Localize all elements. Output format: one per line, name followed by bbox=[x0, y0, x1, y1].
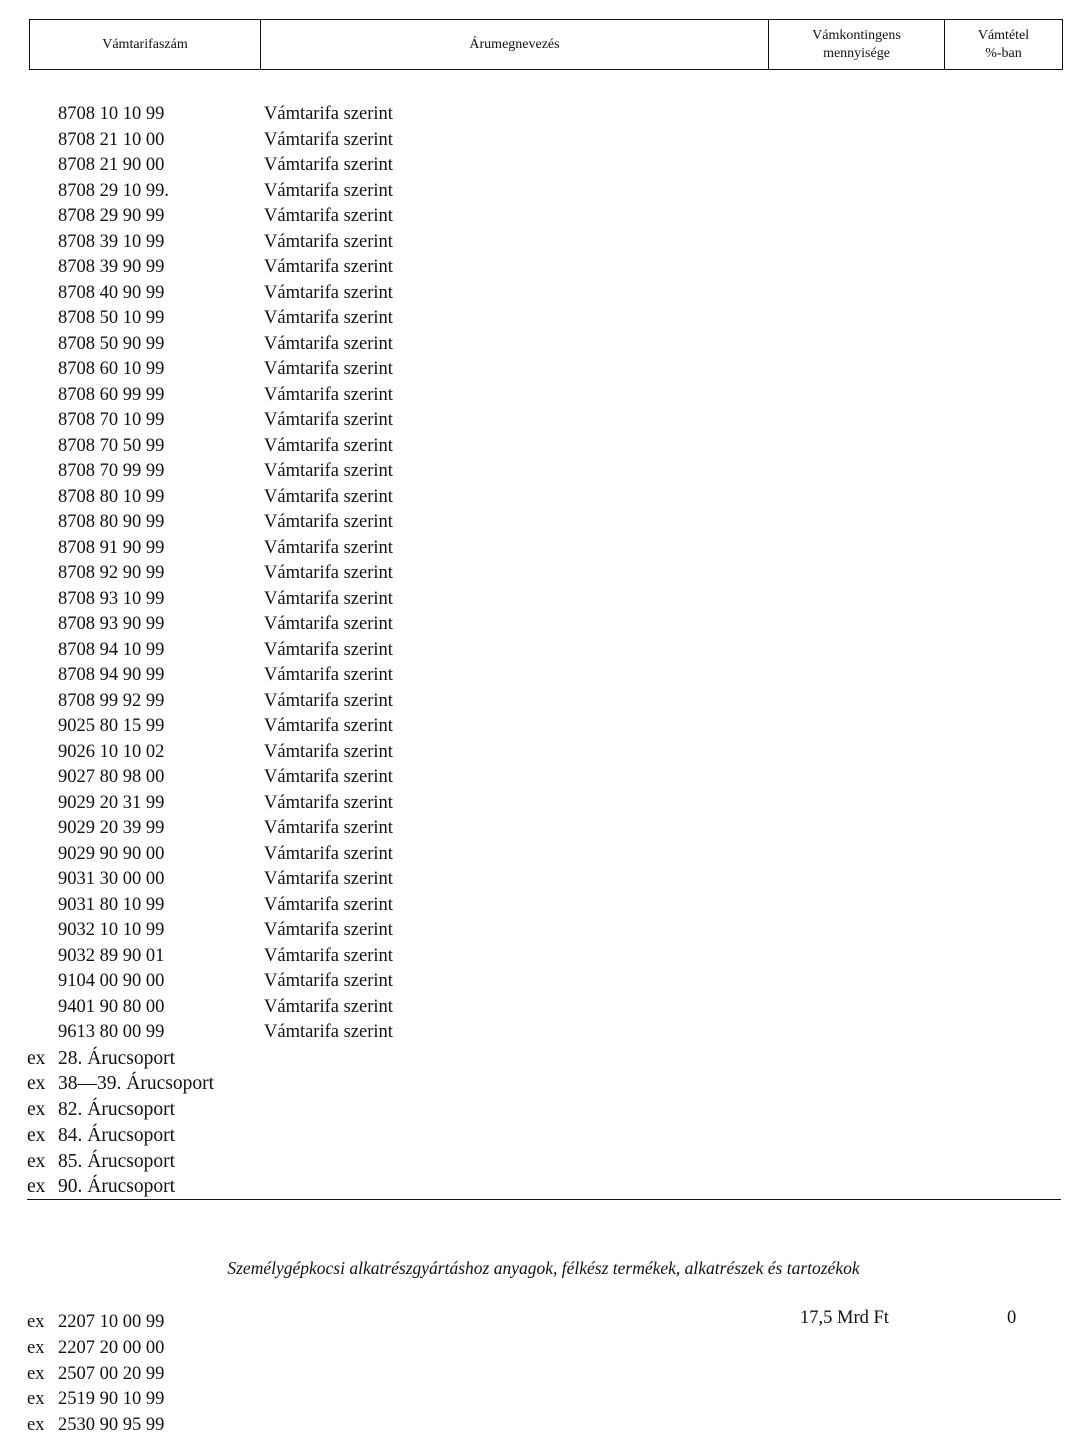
table-row bbox=[0, 204, 1087, 230]
group-row bbox=[0, 1046, 1087, 1072]
goods-description: Vámtarifa szerint bbox=[264, 206, 393, 226]
ex-prefix: ex bbox=[27, 1150, 46, 1172]
tariff-code: 9026 10 10 02 bbox=[58, 741, 165, 762]
tariff-code: 2519 90 10 99 bbox=[58, 1389, 165, 1410]
group-row bbox=[0, 1123, 1087, 1149]
header-rate-line1: Vámtétel bbox=[977, 27, 1030, 43]
ex-prefix: ex bbox=[27, 1047, 46, 1069]
header-goods-description-label: Árumegnevezés bbox=[469, 36, 560, 52]
tariff-code: 8708 93 90 99 bbox=[58, 614, 165, 634]
tariff-code: 9031 30 00 00 bbox=[58, 869, 165, 889]
tariff-code: 8708 21 10 00 bbox=[58, 129, 165, 150]
tariff-code: 8708 94 10 99 bbox=[58, 639, 165, 660]
goods-description: Vámtarifa szerint bbox=[264, 461, 393, 481]
group-name: 90. Árucsoport bbox=[58, 1176, 175, 1198]
tariff-code: 2207 10 00 99 bbox=[58, 1312, 165, 1332]
table-row bbox=[0, 332, 1087, 358]
table-row bbox=[0, 944, 1087, 970]
tariff-code: 9104 00 90 00 bbox=[58, 971, 165, 991]
table-row bbox=[0, 893, 1087, 919]
tariff-rows bbox=[0, 102, 1087, 1200]
tariff-code: 8708 80 90 99 bbox=[58, 512, 165, 532]
quota-value: 17,5 Mrd Ft bbox=[800, 1308, 889, 1328]
tariff-code: 8708 21 90 00 bbox=[58, 155, 165, 175]
tariff-code: 9031 80 10 99 bbox=[58, 894, 165, 915]
tariff-code: 9027 80 98 00 bbox=[58, 767, 165, 787]
tariff-code: 8708 70 10 99 bbox=[58, 410, 165, 430]
section2-row bbox=[0, 1387, 1087, 1413]
group-row bbox=[0, 1097, 1087, 1123]
goods-description: Vámtarifa szerint bbox=[264, 665, 393, 685]
tariff-code: 9613 80 00 99 bbox=[58, 1022, 165, 1042]
tariff-code: 8708 10 10 99 bbox=[58, 104, 165, 124]
tariff-code: 8708 70 50 99 bbox=[58, 435, 165, 456]
tariff-code: 2507 00 20 99 bbox=[58, 1363, 165, 1384]
group-row bbox=[0, 1071, 1087, 1097]
goods-description: Vámtarifa szerint bbox=[264, 282, 393, 303]
tariff-code: 8708 29 10 99. bbox=[58, 180, 169, 201]
goods-description: Vámtarifa szerint bbox=[264, 104, 393, 124]
tariff-code: 8708 94 90 99 bbox=[58, 665, 165, 685]
section2-row bbox=[0, 1310, 1087, 1336]
header-tariff-number-label: Vámtarifaszám bbox=[102, 36, 188, 52]
tariff-code: 9029 20 39 99 bbox=[58, 818, 165, 838]
tariff-code: 8708 92 90 99 bbox=[58, 563, 165, 583]
table-row bbox=[0, 536, 1087, 562]
table-row bbox=[0, 459, 1087, 485]
goods-description: Vámtarifa szerint bbox=[264, 894, 393, 915]
goods-description: Vámtarifa szerint bbox=[264, 410, 393, 430]
ex-prefix: ex bbox=[27, 1176, 46, 1198]
table-row bbox=[0, 306, 1087, 332]
table-row bbox=[0, 128, 1087, 154]
goods-description: Vámtarifa szerint bbox=[264, 741, 393, 762]
header-quota-line2: mennyisége bbox=[823, 45, 890, 61]
tariff-code: 9029 20 31 99 bbox=[58, 792, 165, 813]
group-name: 38—39. Árucsoport bbox=[58, 1073, 214, 1095]
goods-description: Vámtarifa szerint bbox=[264, 920, 393, 940]
tariff-code: 2207 20 00 00 bbox=[58, 1337, 165, 1358]
table-row bbox=[0, 765, 1087, 791]
tariff-code: 9029 90 90 00 bbox=[58, 843, 165, 864]
table-row bbox=[0, 230, 1087, 256]
section-title: Személygépkocsi alkatrészgyártáshoz anyagok, félkész termékek, alkatrészek és tartozékok bbox=[227, 1258, 860, 1278]
tariff-code: 8708 60 99 99 bbox=[58, 384, 165, 405]
table-row bbox=[0, 1020, 1087, 1046]
goods-description: Vámtarifa szerint bbox=[264, 818, 393, 838]
header-tariff-number bbox=[30, 20, 261, 69]
table-row bbox=[0, 791, 1087, 817]
table-row bbox=[0, 408, 1087, 434]
goods-description: Vámtarifa szerint bbox=[264, 563, 393, 583]
table-row bbox=[0, 383, 1087, 409]
table-row bbox=[0, 689, 1087, 715]
tariff-code: 8708 91 90 99 bbox=[58, 537, 165, 558]
table-row bbox=[0, 561, 1087, 587]
tariff-code: 8708 50 90 99 bbox=[58, 333, 165, 354]
tariff-code: 9032 10 10 99 bbox=[58, 920, 165, 940]
group-row bbox=[0, 1149, 1087, 1175]
tariff-code: 8708 93 10 99 bbox=[58, 588, 165, 609]
table-row bbox=[0, 357, 1087, 383]
goods-description: Vámtarifa szerint bbox=[264, 996, 393, 1017]
table-row bbox=[0, 612, 1087, 638]
goods-description: Vámtarifa szerint bbox=[264, 945, 393, 966]
goods-description: Vámtarifa szerint bbox=[264, 588, 393, 609]
tariff-code: 8708 39 90 99 bbox=[58, 257, 165, 277]
tariff-code: 9032 89 90 01 bbox=[58, 945, 165, 966]
tariff-code: 8708 50 10 99 bbox=[58, 308, 165, 328]
section2-rows bbox=[0, 1310, 1087, 1439]
goods-description: Vámtarifa szerint bbox=[264, 537, 393, 558]
table-row bbox=[0, 434, 1087, 460]
goods-description: Vámtarifa szerint bbox=[264, 435, 393, 456]
tariff-code: 8708 40 90 99 bbox=[58, 282, 165, 303]
group-name: 82. Árucsoport bbox=[58, 1099, 175, 1121]
section-divider bbox=[27, 1199, 1061, 1200]
table-row bbox=[0, 842, 1087, 868]
section2-row bbox=[0, 1413, 1087, 1439]
tariff-code: 8708 60 10 99 bbox=[58, 359, 165, 379]
goods-description: Vámtarifa szerint bbox=[264, 359, 393, 379]
tariff-code: 9401 90 80 00 bbox=[58, 996, 165, 1017]
group-name: 84. Árucsoport bbox=[58, 1124, 175, 1146]
goods-description: Vámtarifa szerint bbox=[264, 384, 393, 405]
tariff-code: 8708 80 10 99 bbox=[58, 486, 165, 507]
table-row bbox=[0, 281, 1087, 307]
goods-description: Vámtarifa szerint bbox=[264, 1022, 393, 1042]
table-row bbox=[0, 153, 1087, 179]
goods-description: Vámtarifa szerint bbox=[264, 333, 393, 354]
goods-description: Vámtarifa szerint bbox=[264, 843, 393, 864]
table-row bbox=[0, 740, 1087, 766]
header-quota-quantity bbox=[769, 20, 945, 69]
goods-description: Vámtarifa szerint bbox=[264, 792, 393, 813]
table-row bbox=[0, 995, 1087, 1021]
table-row bbox=[0, 663, 1087, 689]
tariff-code: 8708 39 10 99 bbox=[58, 231, 165, 252]
section2-row bbox=[0, 1336, 1087, 1362]
group-name: 28. Árucsoport bbox=[58, 1047, 175, 1069]
goods-description: Vámtarifa szerint bbox=[264, 690, 393, 711]
table-row bbox=[0, 255, 1087, 281]
table-row bbox=[0, 969, 1087, 995]
goods-description: Vámtarifa szerint bbox=[264, 614, 393, 634]
goods-description: Vámtarifa szerint bbox=[264, 971, 393, 991]
table-row bbox=[0, 816, 1087, 842]
table-row bbox=[0, 638, 1087, 664]
ex-prefix: ex bbox=[27, 1099, 46, 1121]
tariff-code: 2530 90 95 99 bbox=[58, 1415, 165, 1436]
goods-description: Vámtarifa szerint bbox=[264, 512, 393, 532]
tariff-code: 8708 99 92 99 bbox=[58, 690, 165, 711]
table-row bbox=[0, 714, 1087, 740]
ex-prefix: ex bbox=[27, 1415, 45, 1436]
table-row bbox=[0, 587, 1087, 613]
ex-prefix: ex bbox=[27, 1363, 45, 1384]
header-quota-line1: Vámkontingens bbox=[812, 27, 901, 43]
header-duty-rate bbox=[945, 20, 1062, 69]
table-row bbox=[0, 179, 1087, 205]
goods-description: Vámtarifa szerint bbox=[264, 257, 393, 277]
goods-description: Vámtarifa szerint bbox=[264, 180, 393, 201]
table-row bbox=[0, 867, 1087, 893]
ex-prefix: ex bbox=[27, 1312, 45, 1332]
tariff-code: 8708 70 99 99 bbox=[58, 461, 165, 481]
ex-prefix: ex bbox=[27, 1337, 45, 1358]
group-row bbox=[0, 1174, 1087, 1200]
goods-description: Vámtarifa szerint bbox=[264, 129, 393, 150]
header-goods-description bbox=[261, 20, 769, 69]
goods-description: Vámtarifa szerint bbox=[264, 155, 393, 175]
goods-description: Vámtarifa szerint bbox=[264, 231, 393, 252]
ex-prefix: ex bbox=[27, 1389, 45, 1410]
table-row bbox=[0, 510, 1087, 536]
section2-row bbox=[0, 1362, 1087, 1388]
tariff-code: 9025 80 15 99 bbox=[58, 716, 165, 736]
goods-description: Vámtarifa szerint bbox=[264, 767, 393, 787]
goods-description: Vámtarifa szerint bbox=[264, 716, 393, 736]
table-row bbox=[0, 918, 1087, 944]
goods-description: Vámtarifa szerint bbox=[264, 308, 393, 328]
header-rate-line2: %-ban bbox=[985, 45, 1022, 61]
ex-prefix: ex bbox=[27, 1073, 46, 1095]
goods-description: Vámtarifa szerint bbox=[264, 486, 393, 507]
group-name: 85. Árucsoport bbox=[58, 1150, 175, 1172]
ex-prefix: ex bbox=[27, 1124, 46, 1146]
goods-description: Vámtarifa szerint bbox=[264, 869, 393, 889]
goods-description: Vámtarifa szerint bbox=[264, 639, 393, 660]
tariff-code: 8708 29 90 99 bbox=[58, 206, 165, 226]
rate-value: 0 bbox=[1007, 1308, 1017, 1328]
table-row bbox=[0, 485, 1087, 511]
table-header bbox=[29, 19, 1063, 70]
table-row bbox=[0, 102, 1087, 128]
